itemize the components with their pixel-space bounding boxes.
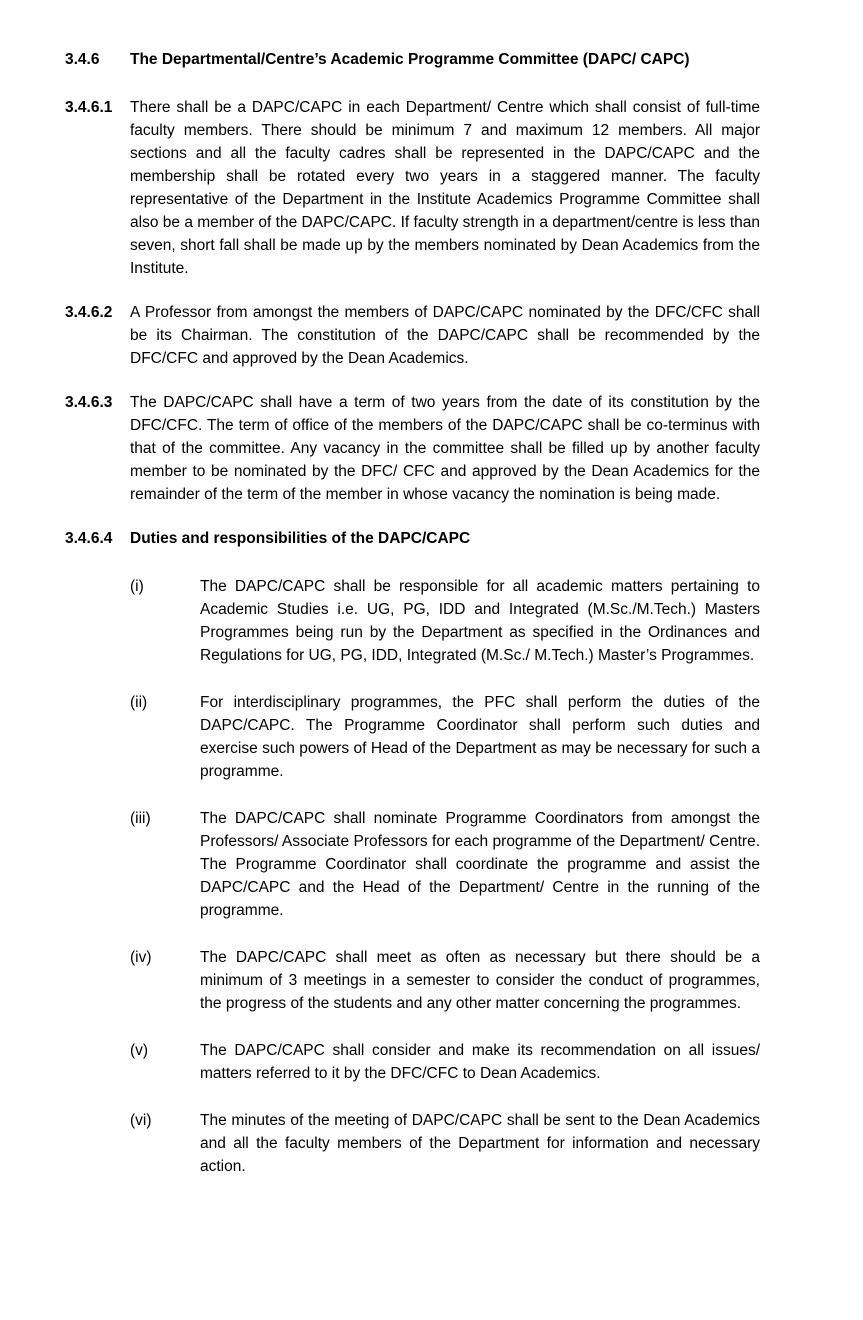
duty-marker: (i)	[130, 578, 144, 595]
paragraph-number: 3.4.6.2	[65, 304, 113, 321]
subsection-heading	[65, 527, 760, 550]
duty-text: The DAPC/CAPC shall nominate Programme Coordinators from amongst the Professors/ Associate Professors for each programme of the Department/ Centre. The Programme Coordinator shall coordinate the programme and assist the DAPC/CAPC and the Head of the Department/ Centre in the running of the programme.	[200, 810, 760, 919]
duty-item-i	[130, 575, 760, 667]
paragraph-text: The DAPC/CAPC shall have a term of two years from the date of its constitution by the DFC/CFC. The term of office of the members of the DAPC/CAPC shall be co-terminus with that of the committee. Any vacancy in the committee shall be filled up by another faculty member to be nominated by the DFC/ CFC and approved by the Dean Academics for the remainder of the term of the member in whose vacancy the nomination is being made.	[130, 394, 760, 503]
section-heading-number: 3.4.6	[65, 51, 100, 68]
duty-marker: (iii)	[130, 810, 151, 827]
duty-item-ii	[130, 691, 760, 783]
paragraph-3-4-6-3	[65, 391, 760, 506]
duty-text: The DAPC/CAPC shall meet as often as necessary but there should be a minimum of 3 meetings in a semester to consider the conduct of programmes, the progress of the students and any other matter concerning the programmes.	[200, 949, 760, 1012]
duty-item-iii	[130, 807, 760, 922]
duty-marker: (iv)	[130, 949, 152, 966]
duty-item-v	[130, 1039, 760, 1085]
section-heading	[65, 48, 760, 71]
duty-text: For interdisciplinary programmes, the PFC shall perform the duties of the DAPC/CAPC. The Programme Coordinator shall perform such duties and exercise such powers of Head of the Department as may be necessary for such a programme.	[200, 694, 760, 780]
paragraph-text: A Professor from amongst the members of DAPC/CAPC nominated by the DFC/CFC shall be its Chairman. The constitution of the DAPC/CAPC shall be recommended by the DFC/CFC and approved by the Dean Academics.	[130, 304, 760, 367]
section-heading-title: The Departmental/Centre’s Academic Programme Committee (DAPC/ CAPC)	[130, 51, 690, 68]
subsection-heading-number: 3.4.6.4	[65, 530, 113, 547]
paragraph-number: 3.4.6.3	[65, 394, 113, 411]
duty-marker: (v)	[130, 1042, 149, 1059]
subsection-heading-title: Duties and responsibilities of the DAPC/CAPC	[130, 530, 471, 547]
duty-item-iv	[130, 946, 760, 1015]
paragraph-number: 3.4.6.1	[65, 99, 113, 116]
duty-marker: (vi)	[130, 1112, 152, 1129]
duty-marker: (ii)	[130, 694, 148, 711]
paragraph-3-4-6-2	[65, 301, 760, 370]
duty-text: The minutes of the meeting of DAPC/CAPC shall be sent to the Dean Academics and all the faculty members of the Department for information and necessary action.	[200, 1112, 760, 1175]
paragraph-3-4-6-1	[65, 96, 760, 280]
duty-text: The DAPC/CAPC shall be responsible for all academic matters pertaining to Academic Studies i.e. UG, PG, IDD and Integrated (M.Sc./M.Tech.) Masters Programmes being run by the Department as specified in the Ordinances and Regulations for UG, PG, IDD, Integrated (M.Sc./ M.Tech.) Master’s Programmes.	[200, 578, 760, 664]
duty-item-vi	[130, 1109, 760, 1178]
paragraph-text: There shall be a DAPC/CAPC in each Department/ Centre which shall consist of full-time faculty members. There should be minimum 7 and maximum 12 members. All major sections and all the faculty cadres shall be represented in the DAPC/CAPC and the membership shall be rotated every two years in a staggered manner. The faculty representative of the Department in the Institute Academics Programme Committee shall also be a member of the DAPC/CAPC. If faculty strength in a department/centre is less than seven, short fall shall be made up by the members nominated by Dean Academics from the Institute.	[130, 99, 760, 277]
duty-text: The DAPC/CAPC shall consider and make its recommendation on all issues/ matters referred to it by the DFC/CFC to Dean Academics.	[200, 1042, 760, 1082]
